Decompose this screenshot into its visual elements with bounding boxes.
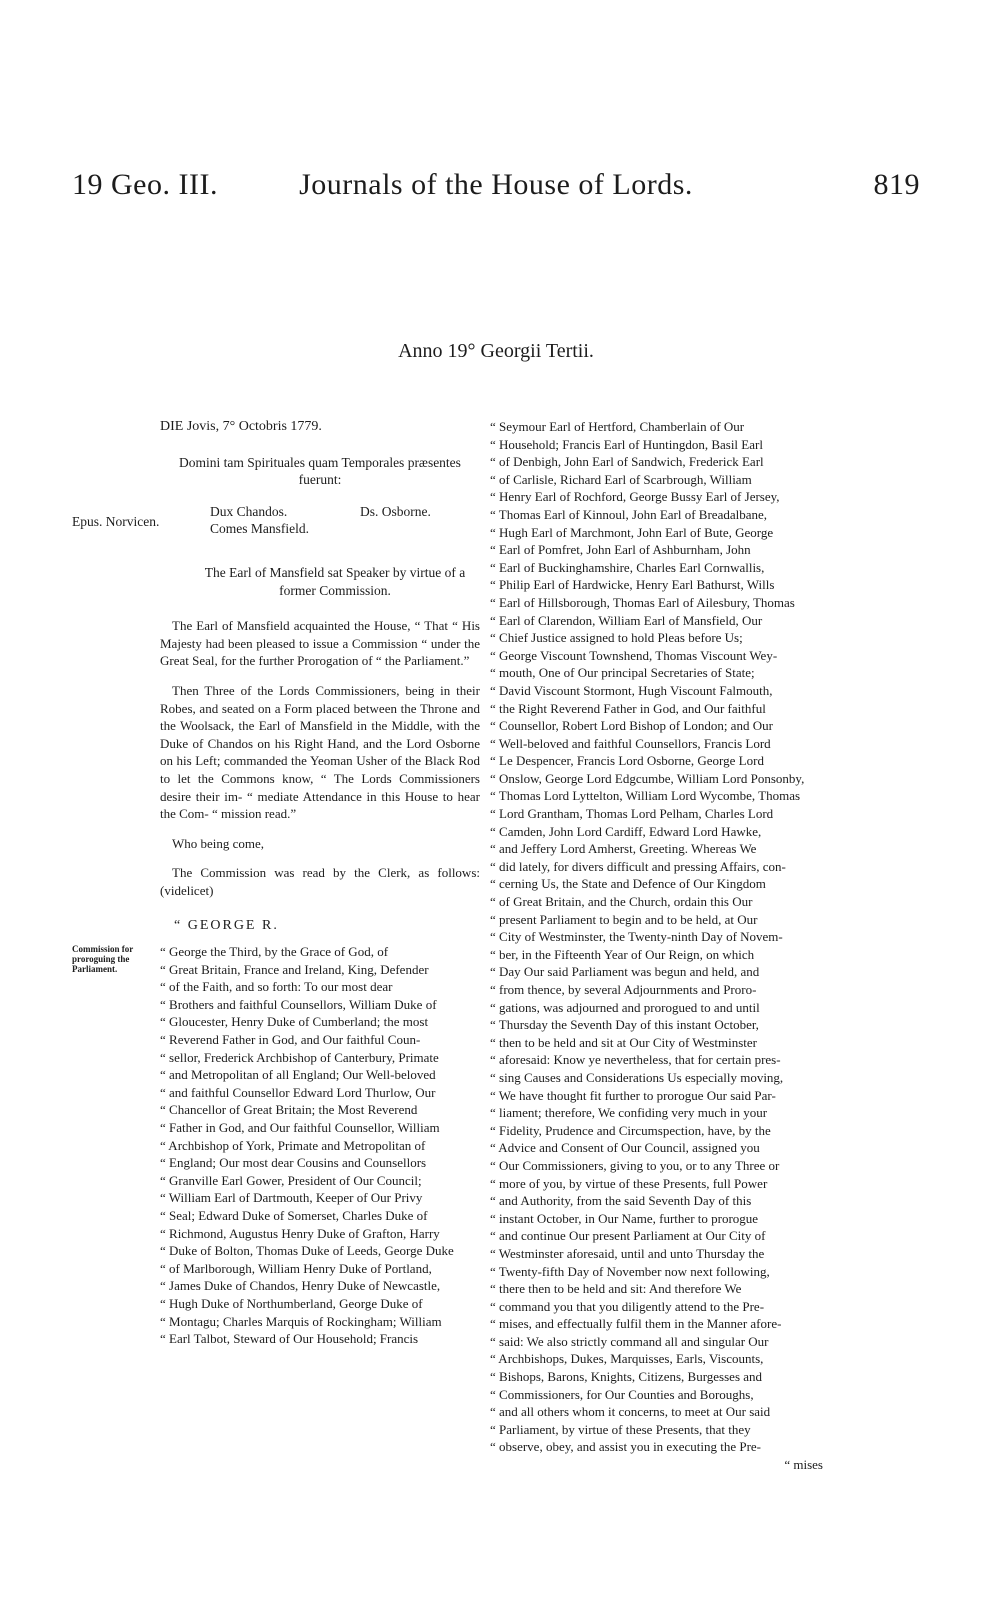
commission-line: “ gations, was adjourned and prorogued to and until <box>490 999 760 1015</box>
commission-line: “ Parliament, by virtue of these Presents, that they <box>490 1421 751 1437</box>
commission-line: “ of Great Britain, and the Church, ordain this Our <box>490 894 753 910</box>
attendance-list <box>160 503 480 538</box>
commission-text-right <box>490 418 835 1456</box>
commission-line: “ Chief Justice assigned to hold Pleas before Us; <box>490 630 743 646</box>
catchword: “ mises <box>784 1457 823 1473</box>
commission-line: “ England; Our most dear Cousins and Counsellors <box>160 1155 427 1171</box>
commission-line: “ Richmond, Augustus Henry Duke of Grafton, Harry <box>160 1225 440 1241</box>
commission-line: “ Father in God, and Our faithful Counsellor, William <box>160 1120 440 1135</box>
commission-line: “ Thomas Lord Lyttelton, William Lord Wycombe, Thomas <box>490 788 801 804</box>
commission-line: “ and all others whom it concerns, to meet at Our said <box>490 1404 771 1420</box>
paragraph: The Commission was read by the Clerk, as follows: (videlicet) <box>160 865 480 898</box>
commission-line: “ Earl Talbot, Steward of Our Household; Francis <box>160 1331 419 1347</box>
commission-line: “ Gloucester, Henry Duke of Cumberland; the most <box>160 1014 429 1030</box>
commission-line: “ Well-beloved and faithful Counsellors, Francis Lord <box>490 735 771 751</box>
paragraph: The Earl of Mansfield acquainted the House, “ That “ His Majesty had been pleased to issue a Commission “ under the Great Seal, for the further Prorogation of “ the Parliament.” <box>160 618 480 669</box>
commission-line: “ liament; therefore, We confiding very much in your <box>490 1105 768 1121</box>
commission-line: “ Duke of Bolton, Thomas Duke of Leeds, George Duke <box>160 1243 454 1259</box>
attendance-name: Dux Chandos. <box>210 503 288 519</box>
attendance-name: Ds. Osborne. <box>360 503 431 519</box>
commission-line: “ mouth, One of Our principal Secretaries of State; <box>490 665 755 681</box>
attendance-heading: Domini tam Spirituales quam Temporales præsentes fuerunt: <box>179 454 461 488</box>
commission-line: “ Advice and Consent of Our Council, assigned you <box>490 1140 760 1156</box>
running-head-title: Journals of the House of Lords. <box>299 168 693 201</box>
commission-text-left <box>160 943 480 1348</box>
commission-line: “ Fidelity, Prudence and Circumspection, have, by the <box>490 1122 771 1138</box>
commission-line: “ George Viscount Townshend, Thomas Viscount Wey- <box>490 647 778 663</box>
year-heading: Anno 19° Georgii Tertii. <box>398 340 594 362</box>
commission-line: “ mises, and effectually fulfil them in the Manner afore- <box>490 1316 782 1332</box>
commission-line: “ Westminster aforesaid, until and unto Thursday the <box>490 1245 765 1261</box>
commission-line: “ of Marlborough, William Henry Duke of Portland, <box>160 1260 432 1276</box>
commission-line: “ Counsellor, Robert Lord Bishop of London; and Our <box>490 718 773 734</box>
commission-line: “ ber, in the Fifteenth Year of Our Reign, on which <box>490 946 755 962</box>
commission-line: “ James Duke of Chandos, Henry Duke of Newcastle, <box>160 1278 441 1294</box>
commission-line: “ of Carlisle, Richard Earl of Scarbrough, William <box>490 471 752 487</box>
commission-line: “ Earl of Pomfret, John Earl of Ashburnham, John <box>490 542 751 558</box>
commission-line: “ Archbishop of York, Primate and Metropolitan of <box>160 1137 426 1153</box>
commission-line: “ more of you, by virtue of these Presents, full Power <box>490 1175 768 1191</box>
commission-line: “ Reverend Father in God, and Our faithful Coun- <box>160 1032 421 1048</box>
commission-line: “ there then to be held and sit: And therefore We <box>490 1281 742 1297</box>
left-column <box>160 418 480 1348</box>
commission-line: “ Day Our said Parliament was begun and held, and <box>490 964 760 980</box>
commission-line: “ Granville Earl Gower, President of Our Council; <box>160 1172 422 1188</box>
commission-line: “ from thence, by several Adjournments and Proro- <box>490 982 757 997</box>
commission-line: “ observe, obey, and assist you in executing the Pre- <box>490 1439 762 1455</box>
commission-line: “ Hugh Earl of Marchmont, John Earl of Bute, George <box>490 524 774 540</box>
commission-line: “ Thursday the Seventh Day of this instant October, <box>490 1017 759 1033</box>
commission-line: “ Onslow, George Lord Edgcumbe, William Lord Ponsonby, <box>490 770 805 786</box>
commission-line: “ Hugh Duke of Northumberland, George Duke of <box>160 1295 423 1311</box>
commission-line: “ Chancellor of Great Britain; the Most Reverend <box>160 1102 418 1118</box>
commission-line: “ and faithful Counsellor Edward Lord Thurlow, Our <box>160 1084 436 1100</box>
commission-line: “ David Viscount Stormont, Hugh Viscount Falmouth, <box>490 682 773 698</box>
paragraph: Then Three of the Lords Commissioners, being in their Robes, and seated on a Form placed between the Throne and the Woolsack, the Earl of Mansfield in the Middle, with the Duke of Chandos on his Right Hand, and the Lord Osborne on his Left; commanded the Yeoman Usher of the Black Rod to let the Commons know, “ The Lords Commissioners desire their im- “ mediate Attendance in this House to hear the Com- “ mission read.” <box>160 682 480 822</box>
commission-line: “ said: We also strictly command all and singular Our <box>490 1333 769 1349</box>
commission-line: “ cerning Us, the State and Defence of Our Kingdom <box>490 876 766 892</box>
commission-line: “ sellor, Frederick Archbishop of Canterbury, Primate <box>160 1049 439 1065</box>
dateline: DIE Jovis, 7° Octobris 1779. <box>160 419 322 434</box>
commission-line: “ instant October, in Our Name, further to prorogue <box>490 1210 759 1226</box>
commission-line: “ Seal; Edward Duke of Somerset, Charles Duke of <box>160 1207 428 1223</box>
attendance-name: Comes Mansfield. <box>210 521 309 537</box>
commission-line: “ and Metropolitan of all England; Our Well-beloved <box>160 1067 436 1083</box>
commission-line: “ Archbishops, Dukes, Marquisses, Earls, Viscounts, <box>490 1351 764 1367</box>
commission-line: “ and Jeffery Lord Amherst, Greeting. Whereas We <box>490 841 757 857</box>
commission-line: “ Henry Earl of Rochford, George Bussy Earl of Jersey, <box>490 489 780 505</box>
commission-line: “ Earl of Clarendon, William Earl of Mansfield, Our <box>490 612 763 628</box>
commission-line: “ did lately, for divers difficult and pressing Affairs, con- <box>490 858 786 874</box>
right-column <box>490 418 835 1474</box>
commission-line: “ Commissioners, for Our Counties and Boroughs, <box>490 1386 754 1402</box>
commission-line: “ Brothers and faithful Counsellors, William Duke of <box>160 996 437 1012</box>
commission-line: “ and Authority, from the said Seventh Day of this <box>490 1193 752 1209</box>
commission-line: “ Thomas Earl of Kinnoul, John Earl of Breadalbane, <box>490 506 768 522</box>
commission-line: “ Seymour Earl of Hertford, Chamberlain of Our <box>490 419 745 434</box>
commission-line: “ Montagu; Charles Marquis of Rockingham; William <box>160 1313 442 1329</box>
commission-line: “ Camden, John Lord Cardiff, Edward Lord Hawke, <box>490 823 762 839</box>
commission-line: “ Household; Francis Earl of Huntingdon, Basil Earl <box>490 436 763 452</box>
commission-line: “ aforesaid: Know ye nevertheless, that for certain pres- <box>490 1052 781 1068</box>
commission-line: “ Earl of Hillsborough, Thomas Earl of Ailesbury, Thomas <box>490 594 795 610</box>
commission-line: “ Earl of Buckinghamshire, Charles Earl Cornwallis, <box>490 559 765 575</box>
commission-line: “ We have thought fit further to prorogue Our said Par- <box>490 1087 776 1103</box>
commission-line: “ Bishops, Barons, Knights, Citizens, Burgesses and <box>490 1369 763 1385</box>
margin-note-commission: Commission for proroguing the Parliament. <box>72 944 134 974</box>
paragraph: Who being come, <box>172 835 265 851</box>
commission-line: “ the Right Reverend Father in God, and Our faithful <box>490 700 766 716</box>
commission-line: “ present Parliament to begin and to be held, at Our <box>490 911 758 927</box>
commission-line: “ City of Westminster, the Twenty-ninth Day of Novem- <box>490 929 783 945</box>
commission-line: “ then to be held and sit at Our City of Westminster <box>490 1034 757 1050</box>
commission-line: “ Le Despencer, Francis Lord Osborne, George Lord <box>490 753 764 769</box>
commission-line: “ of Denbigh, John Earl of Sandwich, Frederick Earl <box>490 454 764 470</box>
commission-line: “ Twenty-fifth Day of November now next following, <box>490 1263 770 1279</box>
commission-line: “ sing Causes and Considerations Us especially moving, <box>490 1069 784 1085</box>
commission-line: “ of the Faith, and so forth: To our most dear <box>160 979 393 995</box>
commission-line: “ Philip Earl of Hardwicke, Henry Earl Bathurst, Wills <box>490 577 775 593</box>
page-number: 819 <box>873 168 920 201</box>
commission-line: “ Great Britain, France and Ireland, King, Defender <box>160 961 429 977</box>
commission-line: “ William Earl of Dartmouth, Keeper of Our Privy <box>160 1190 423 1206</box>
speaker-note: The Earl of Mansfield sat Speaker by virtue of a former Commission. <box>204 564 466 598</box>
commission-line: “ Lord Grantham, Thomas Lord Pelham, Charles Lord <box>490 806 774 822</box>
commission-line: “ George the Third, by the Grace of God, of <box>160 944 389 960</box>
commission-line: “ and continue Our present Parliament at Our City of <box>490 1228 766 1244</box>
commission-line: “ command you that you diligently attend to the Pre- <box>490 1298 765 1314</box>
running-head-regnal-year: 19 Geo. III. <box>72 168 218 201</box>
royal-heading: “ GEORGE R. <box>174 918 279 934</box>
margin-bishop-attendance: Epus. Norvicen. <box>72 514 160 529</box>
commission-line: “ Our Commissioners, giving to you, or to any Three or <box>490 1157 780 1173</box>
